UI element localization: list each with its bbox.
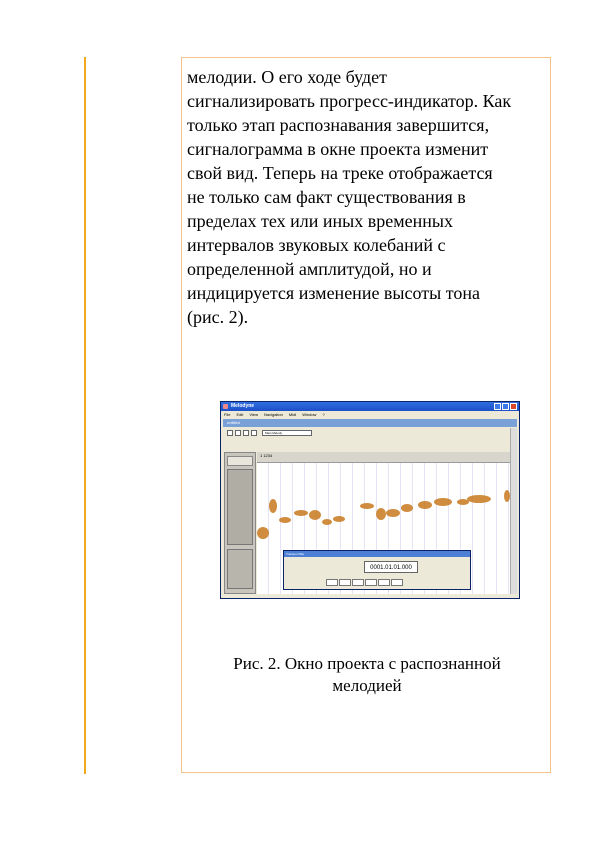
note-blob <box>309 510 321 520</box>
figure-caption: Рис. 2. Окно проекта с распознанной мелодией <box>233 654 501 695</box>
note-blob <box>269 499 277 513</box>
menu-item: ? <box>322 412 325 417</box>
split-tool-icon <box>243 430 249 436</box>
record-icon <box>365 579 377 586</box>
amp-tool-icon <box>251 430 257 436</box>
menu-item: Window <box>302 412 317 417</box>
forward-icon <box>378 579 390 586</box>
body-paragraph: мелодии. О его ходе будет сигнализировать прогресс-индикатор. Как только этап распознавания завершится, сигналограмма в окне проекта изменит свой вид. Теперь на треке отображается не только сам факт существования в пределах тех или иных временных интервалов звуковых колебаний с определенной амплитудой, но и индицируется изменение высоты тона (рис. 2). <box>187 67 512 327</box>
toolbar <box>221 428 519 437</box>
track-button <box>227 456 253 466</box>
note-blob <box>333 516 345 522</box>
close-icon <box>510 403 517 410</box>
play-icon <box>352 579 364 586</box>
margin-rule <box>84 57 86 774</box>
window-controls <box>494 403 517 410</box>
document-titlebar: untitled <box>223 419 517 427</box>
menu-item: Edit <box>236 412 244 417</box>
menu-item: Midi <box>288 412 297 417</box>
note-blob <box>467 495 491 503</box>
mixer-panel <box>227 549 253 589</box>
track-panel <box>224 452 256 594</box>
window-titlebar <box>221 402 519 411</box>
note-blob <box>279 517 291 523</box>
time-display: 0001.01.01.000 <box>364 561 418 573</box>
note-blob <box>401 504 413 512</box>
note-blob <box>457 499 469 505</box>
figure-screenshot <box>220 401 520 599</box>
note-blob <box>386 509 400 517</box>
menu-bar <box>221 411 519 418</box>
note-blob <box>376 508 386 520</box>
transport-title: Transport Bar <box>284 551 470 557</box>
note-blob <box>294 510 308 516</box>
pitch-tool-icon <box>235 430 241 436</box>
transport-buttons <box>326 579 403 586</box>
menu-item: Navigation <box>263 412 283 417</box>
ruler-label: 1 1234 <box>260 453 273 458</box>
note-blob <box>418 501 432 509</box>
pointer-tool-icon <box>227 430 233 436</box>
note-blob <box>257 527 269 539</box>
transport-bar <box>283 550 471 590</box>
menu-item: File <box>224 412 231 417</box>
note-blob <box>322 519 332 525</box>
maximize-icon <box>502 403 509 410</box>
time-ruler <box>257 452 511 463</box>
rewind-icon <box>326 579 338 586</box>
window-title: Melodyne <box>231 403 255 409</box>
loop-icon <box>391 579 403 586</box>
app-icon <box>223 404 228 409</box>
note-blob <box>360 503 374 509</box>
minimize-icon <box>494 403 501 410</box>
note-blob <box>434 498 452 506</box>
vertical-scrollbar <box>510 428 517 594</box>
menu-item: View <box>249 412 258 417</box>
stop-icon <box>339 579 351 586</box>
track-select: Main Melody <box>262 430 312 436</box>
piano-panel <box>227 469 253 545</box>
